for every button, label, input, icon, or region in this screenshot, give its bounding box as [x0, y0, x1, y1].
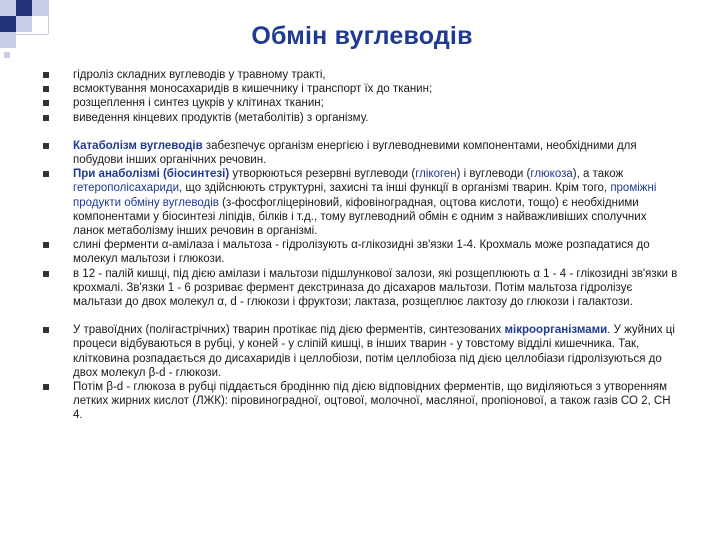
- deco-square: [0, 0, 16, 16]
- bullet-icon: [43, 143, 49, 149]
- term-anabolism: При анаболізмі (біосинтезі): [73, 168, 230, 181]
- list-item: гідроліз складних вуглеводів у травному тракті,: [40, 68, 680, 82]
- list-item: Катаболізм вуглеводів забезпечує організм енергією і вуглеводневими компонентами, необхідними для побудови інших органічних речовин.: [40, 139, 680, 167]
- bullet-icon: [43, 327, 49, 333]
- bullet-icon: [43, 271, 49, 277]
- term-glycogen: глікоген: [415, 168, 457, 181]
- list-item: слині ферменти α-амілаза і мальтоза - гідролізують α-глікозидні зв'язки 1-4. Крохмаль може розпадатися до молекул мальтози і глюкози.: [40, 238, 680, 266]
- bullet-icon: [43, 242, 49, 248]
- list-item: При анаболізмі (біосинтезі) утворюються резервні вуглеводи (глікоген) і вуглеводи (глюкоза), а також гетерополісахариди, що здійснюють структурні, захисні та інші функції в організмі тварин. Крім того, проміжні продукти обміну вуглеводів (з-фосфогліцеріновий, кіфовіноградная, оцтова кислоти, тощо) є необхідними компонентами у біосинтезі ліпідів, білків і т.д., тому вуглеводний обмін є одним з найважливіших сполучних ланок метаболізму інших речовин в організмі.: [40, 167, 680, 238]
- slide-content: [40, 68, 680, 423]
- term-heteropolysaccharides: гетерополісахариди: [73, 182, 180, 195]
- bullet-group-1: [40, 68, 680, 125]
- bullet-icon: [43, 86, 49, 92]
- deco-square: [4, 52, 10, 58]
- bullet-icon: [43, 72, 49, 78]
- term-glucose: глюкоза: [530, 168, 573, 181]
- list-item: розщеплення і синтез цукрів у клітинах тканин;: [40, 96, 680, 110]
- bullet-icon: [43, 100, 49, 106]
- list-item: в 12 - палій кишці, під дією амілази і мальтози підшлункової залози, які розщеплюють α 1 - 4 - глікозидні зв'язки в крохмалі. Зв'язки 1 - 6 розриває фермент декстриназа до дісахаров мальтози. Потім мальтоза гідролізує мальтази до двох молекул α, d - глюкози і фруктози; лактаза, розщеплює лактозу до глюкози і галактози.: [40, 267, 680, 310]
- term-microorganisms: мікроорганізмами: [504, 324, 608, 337]
- bullet-icon: [43, 171, 49, 177]
- bullet-group-3: [40, 323, 680, 422]
- bullet-icon: [43, 384, 49, 390]
- bullet-group-2: [40, 139, 680, 309]
- term-catabolism: Катаболізм вуглеводів: [73, 139, 203, 152]
- deco-square: [32, 0, 48, 16]
- list-item: У травоїдних (полігастрічних) тварин протікає під дією ферментів, синтезованих мікроорганізмами. У жуйних ці процеси відбуваються в рубці, у коней - у сліпій кишці, в інших тварин - у товстому відділі кишечника. Так, клітковина розпадається до дисахаридів і целлобіози, потім целлобіоза під дією целлобіази гідролізуються до двох молекул β-d - глюкози.: [40, 323, 680, 380]
- list-item: Потім β-d - глюкоза в рубці піддається бродінню під дією відповідних ферментів, що виділяються з утворенням летких жирних кислот (ЛЖК): піровиноградної, оцтової, молочної, масляної, пропіонової, а також газів СО 2, СН 4.: [40, 380, 680, 423]
- page-title: Обмін вуглеводів: [251, 22, 473, 50]
- deco-square: [16, 0, 32, 16]
- list-item: виведення кінцевих продуктів (метаболітів) з організму.: [40, 111, 680, 125]
- bullet-icon: [43, 115, 49, 121]
- list-item: всмоктування моносахаридів в кишечнику і транспорт їх до тканин;: [40, 82, 680, 96]
- term-intermediates: проміжні продукти обміну вуглеводів: [73, 182, 657, 209]
